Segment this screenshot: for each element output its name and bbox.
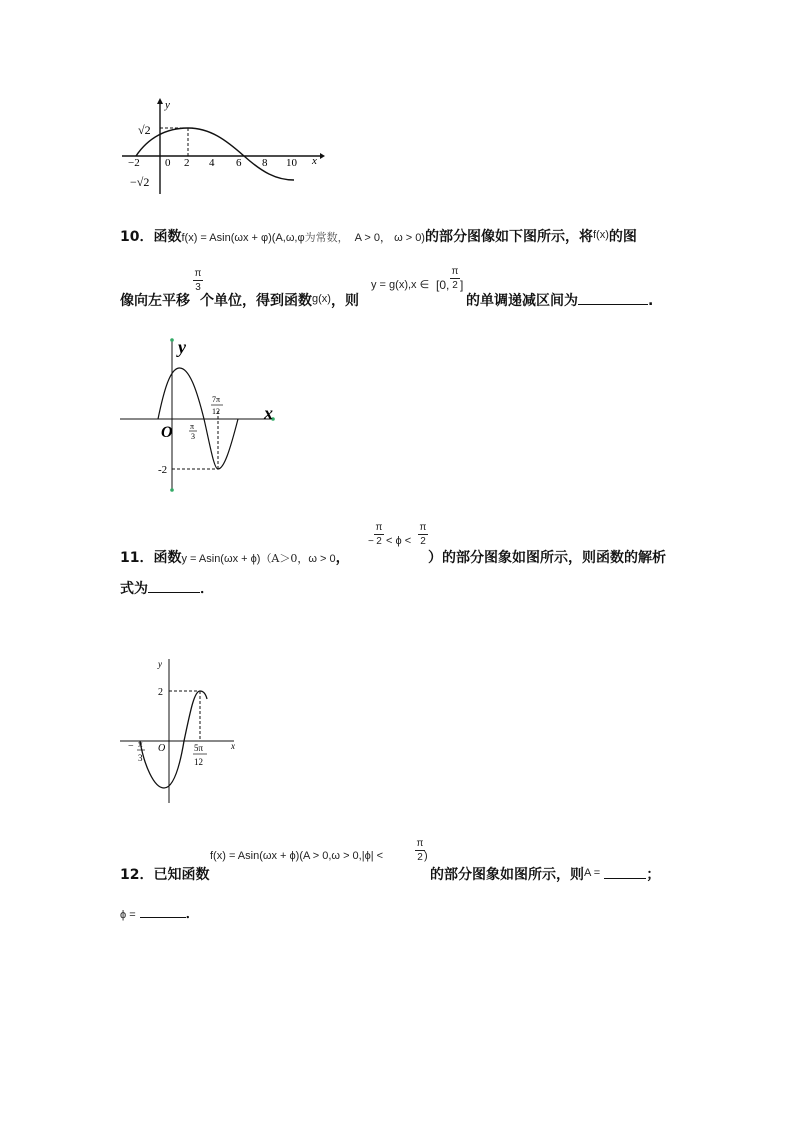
y-axis-label: y — [158, 659, 162, 669]
answer-blank[interactable] — [578, 292, 648, 305]
q12-close: ) — [424, 850, 428, 862]
sine-curve — [140, 691, 207, 788]
y-tick: −√2 — [130, 175, 150, 189]
tick-7pi12-den: 12 — [212, 407, 220, 416]
question-text: ）的部分图象如图所示，则函数的解析 — [428, 550, 666, 566]
denominator: 2 — [452, 280, 458, 291]
question-text: 的部分图像如下图所示，将 — [424, 229, 593, 245]
denominator: 3 — [195, 282, 201, 293]
question-11-line-1b — [428, 547, 666, 567]
question-12-line-1 — [120, 864, 209, 884]
sine-curve — [158, 368, 238, 469]
question-text: 的单调递减区间为 — [466, 293, 578, 309]
x-tick: 2 — [184, 157, 190, 169]
denominator: 2 — [417, 852, 423, 863]
gx-label: g(x) — [312, 293, 331, 305]
origin-label: O — [161, 424, 173, 441]
x-axis-label: x — [312, 155, 317, 167]
x-tick: −2 — [128, 157, 140, 169]
question-text: 式为 — [120, 581, 148, 597]
x-axis-label: x — [231, 741, 235, 751]
fx-label: f(x) — [592, 229, 609, 241]
answer-blank-A[interactable] — [604, 866, 646, 879]
tick-pi3-num: π — [190, 422, 195, 431]
interval-open: [0, — [436, 278, 450, 292]
condition-omega: ω > 0 — [308, 553, 336, 565]
question-text: 个单位，得到函数 — [200, 293, 312, 309]
A-label: A = — [584, 867, 601, 879]
denominator: 2 — [376, 536, 382, 547]
period: ． — [185, 906, 200, 922]
tick-pos-den: 12 — [194, 757, 203, 767]
graph-2 — [118, 335, 283, 495]
question-number: 10．函数 — [120, 229, 182, 245]
phi-label: ϕ = — [120, 909, 136, 921]
numerator: π — [416, 838, 424, 849]
phi-range — [368, 522, 430, 560]
question-12-line-2 — [120, 903, 200, 923]
y-axis-label: y — [165, 99, 170, 111]
interval-close: ] — [460, 278, 464, 292]
question-10-line-1 — [120, 226, 637, 246]
answer-blank-phi[interactable] — [140, 905, 186, 918]
question-10-line-2 — [120, 290, 359, 310]
question-11-line-2 — [120, 578, 214, 598]
y-min-label: -2 — [158, 464, 168, 476]
x-tick: 8 — [262, 157, 268, 169]
formula: y = Asin(ωx + ϕ) — [181, 553, 261, 565]
question-12-line-1b — [430, 864, 660, 884]
x-tick: 4 — [209, 157, 215, 169]
numerator: π — [194, 268, 202, 279]
answer-blank[interactable] — [148, 580, 200, 593]
x-tick: 6 — [236, 157, 242, 169]
tick-neg-sign: − — [128, 741, 134, 752]
question-number: 11．函数 — [120, 550, 182, 566]
semicolon: ； — [646, 867, 661, 883]
shift-fraction — [193, 268, 203, 293]
question-10-line-2b — [466, 290, 653, 310]
phi-fraction-left — [374, 522, 384, 547]
const-note: 为常数， — [304, 232, 349, 244]
tick-pi3-den: 3 — [191, 432, 195, 441]
interval-bracket — [436, 266, 464, 302]
x-tick: 10 — [286, 157, 297, 169]
graph-1 — [118, 98, 328, 198]
x-tick: 0 — [165, 157, 171, 169]
interval-fraction — [450, 266, 460, 291]
question-text: 的部分图象如图所示，则 — [430, 867, 584, 883]
period: ． — [200, 581, 214, 597]
x-axis-label: x — [264, 403, 273, 423]
minus-sign: − — [368, 536, 374, 547]
y-axis-label: y — [178, 337, 186, 357]
comma: ， — [335, 550, 350, 566]
q12-formula: f(x) = Asin(ωx + ϕ)(A > 0,ω > 0,|ϕ| < — [210, 850, 384, 862]
interval-expr: y = g(x),x ∈ — [371, 279, 430, 291]
denominator: 2 — [420, 536, 426, 547]
question-text: 的图 — [608, 229, 637, 245]
origin-label: O — [158, 743, 166, 754]
y-max-label: 2 — [158, 687, 163, 698]
tick-pos-num: 5π — [194, 743, 204, 753]
condition-a: （A＞0， — [260, 552, 309, 565]
period: . — [648, 293, 654, 309]
phi-fraction-right — [418, 522, 428, 547]
question-text: ，则 — [330, 293, 359, 309]
numerator: π — [375, 522, 383, 533]
tick-neg-den: 3 — [138, 753, 143, 763]
numerator: π — [451, 266, 459, 277]
conditions: A > 0， ω > 0) — [354, 232, 425, 244]
tick-7pi12-num: 7π — [212, 395, 221, 404]
phi-inequality: < ϕ < — [386, 535, 412, 547]
formula: f(x) = Asin(ωx + φ)(A,ω,φ — [181, 232, 305, 244]
question-text: 像向左平移 — [120, 293, 190, 309]
numerator: π — [419, 522, 427, 533]
tick-neg-num: π — [138, 739, 143, 749]
y-tick: √2 — [138, 123, 151, 137]
graph-3 — [118, 655, 243, 805]
question-11-line-1 — [120, 547, 350, 567]
question-number: 12．已知函数 — [120, 867, 210, 883]
